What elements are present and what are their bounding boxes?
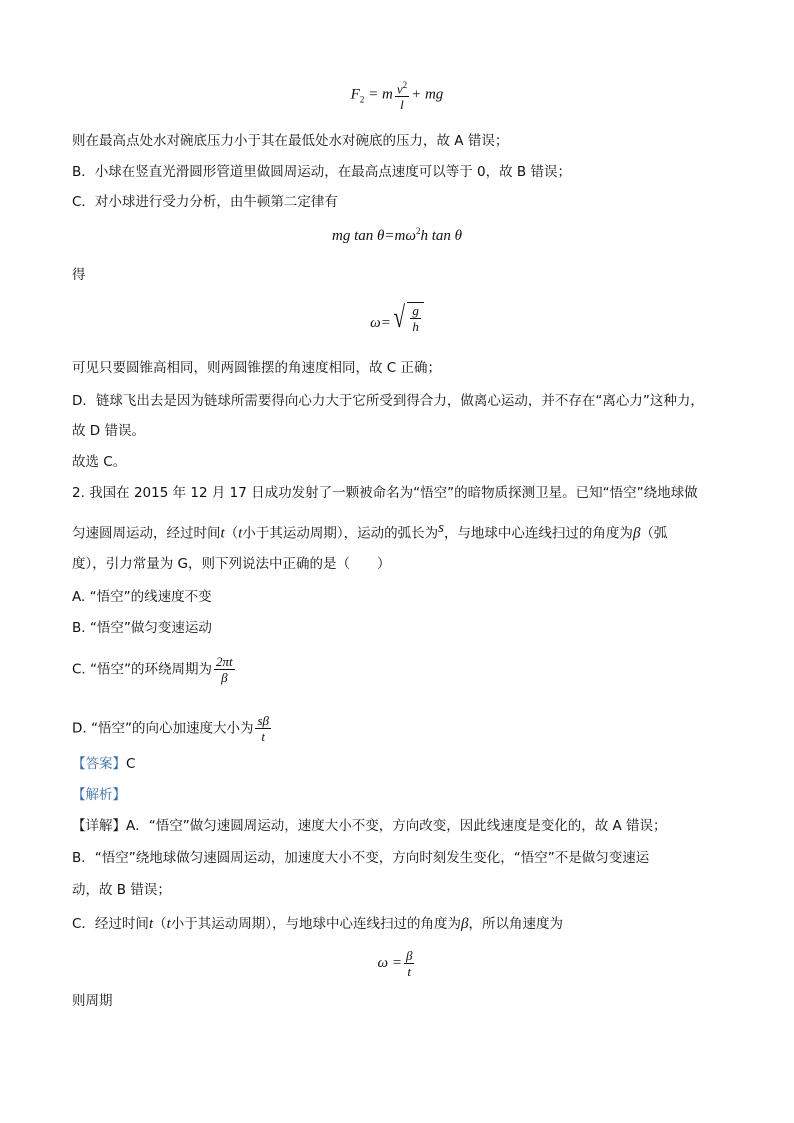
e4-var-t2: t xyxy=(166,916,171,932)
analysis-label xyxy=(72,785,126,805)
formula-omega-beta-lhs: ω = xyxy=(377,954,402,971)
formula-tan-right: h tan θ xyxy=(420,228,462,244)
question-2-line-2 xyxy=(72,518,667,544)
explanation-1-text: A．“悟空”做匀速圆周运动，速度大小不变，方向改变，因此线速度是变化的，故 A 错误； xyxy=(126,818,667,834)
option-c xyxy=(72,654,237,685)
formula-f2-lhs-sub: 2 xyxy=(359,94,365,105)
q2-text-c: 小于其运动周期），运动的弧长为 xyxy=(242,525,439,542)
answer-value: C xyxy=(126,756,136,772)
paragraph-1: 则在最高点处水对碗底压力小于其在最低处水对碗底的压力，故 A 错误； xyxy=(72,133,509,149)
option-d-num: sβ xyxy=(257,713,270,728)
option-a: A. “悟空”的线速度不变 xyxy=(72,589,212,605)
paragraph-5: 可见只要圆锥高相同，则两圆锥摆的角速度相同，故 C 正确； xyxy=(72,360,442,376)
formula-omega-beta-fraction xyxy=(404,948,414,979)
formula-f2-num-sup: 2 xyxy=(402,80,408,90)
e4-text-a: C．经过时间 xyxy=(72,916,149,932)
e4-var-beta: β xyxy=(461,916,469,932)
paragraph-2: B．小球在竖直光滑圆形管道里做圆周运动，在最高点速度可以等于 0，故 B 错误； xyxy=(72,164,571,180)
paragraph-6: D．链球飞出去是因为链球所需要得向心力大于它所受到得合力，做离心运动，并不存在“离心力”这种力， xyxy=(72,393,704,409)
option-d-text: D. “悟空”的向心加速度大小为 xyxy=(72,720,254,737)
option-d-fraction xyxy=(255,713,271,744)
formula-tan-left: mg tan θ=mω xyxy=(332,228,416,244)
sqrt-symbol: √ $\frac{g}{h}$ xyxy=(391,302,424,334)
answer-line xyxy=(72,754,135,774)
formula-tan-sup: 2 xyxy=(415,226,421,236)
paragraph-8: 故选 C。 xyxy=(72,454,127,470)
paragraph-7: 故 D 错误。 xyxy=(72,423,145,439)
formula-f2-eq: = m xyxy=(364,86,393,103)
explanation-3: 动，故 B 错误； xyxy=(72,882,171,898)
explanation-4 xyxy=(72,914,563,934)
paragraph-4: 得 xyxy=(72,267,86,283)
q2-var-t1: t xyxy=(220,525,225,542)
e4-text-d: ，所以角速度为 xyxy=(468,916,564,932)
q2-var-s: s xyxy=(438,520,444,536)
formula-omega-sqrt-num: g xyxy=(412,303,419,318)
formula-omega-sqrt-lhs: ω= xyxy=(370,315,391,331)
option-b: B. “悟空”做匀变速运动 xyxy=(72,620,212,636)
formula-f2-tail: + mg xyxy=(411,86,444,103)
option-c-fraction xyxy=(214,654,235,685)
formula-f2 xyxy=(0,78,794,112)
option-d xyxy=(72,713,273,744)
option-c-num: 2πt xyxy=(216,654,233,669)
explanation-5: 则周期 xyxy=(72,993,113,1009)
formula-omega-beta-den: t xyxy=(407,964,412,979)
formula-omega-beta xyxy=(0,948,794,979)
formula-tan xyxy=(0,226,794,245)
formula-f2-den: l xyxy=(400,97,404,113)
q2-text-e: （弧 xyxy=(640,525,668,542)
formula-omega-sqrt-den: h xyxy=(412,319,419,334)
question-2-line-3: 度），引力常量为 G，则下列说法中正确的是（ ） xyxy=(72,556,391,572)
q2-text-d: ，与地球中心连线扫过的角度为 xyxy=(443,525,633,542)
explanation-1 xyxy=(72,816,667,836)
formula-f2-fraction xyxy=(395,78,409,112)
option-c-text: C. “悟空”的环绕周期为 xyxy=(72,661,212,678)
analysis-label-text: 【解析】 xyxy=(72,787,126,803)
formula-f2-num: v xyxy=(396,81,403,97)
formula-f2-lhs: F xyxy=(350,86,360,103)
e4-text-c: 小于其运动周期），与地球中心连线扫过的角度为 xyxy=(170,916,462,932)
option-d-den: t xyxy=(261,729,266,744)
q2-var-t2: t xyxy=(238,525,243,542)
q2-text-b: （ xyxy=(224,525,239,542)
detail-label: 【详解】 xyxy=(72,818,126,834)
e4-text-b: （ xyxy=(153,916,167,932)
q2-text-a: 匀速圆周运动，经过时间 xyxy=(72,525,221,542)
question-2-line-1: 2. 我国在 2015 年 12 月 17 日成功发射了一颗被命名为“悟空”的暗物质探测卫星。已知“悟空”绕地球做 xyxy=(72,485,698,501)
formula-omega-beta-num: β xyxy=(405,948,413,963)
explanation-2: B．“悟空”绕地球做匀速圆周运动，加速度大小不变，方向时刻发生变化，“悟空”不是做匀变速运 xyxy=(72,850,650,866)
q2-var-beta: β xyxy=(632,525,641,542)
option-c-den: β xyxy=(221,670,228,685)
formula-omega-sqrt xyxy=(0,302,794,334)
answer-label: 【答案】 xyxy=(72,756,126,772)
e4-var-t1: t xyxy=(148,916,154,932)
paragraph-3: C．对小球进行受力分析，由牛顿第二定律有 xyxy=(72,194,338,210)
